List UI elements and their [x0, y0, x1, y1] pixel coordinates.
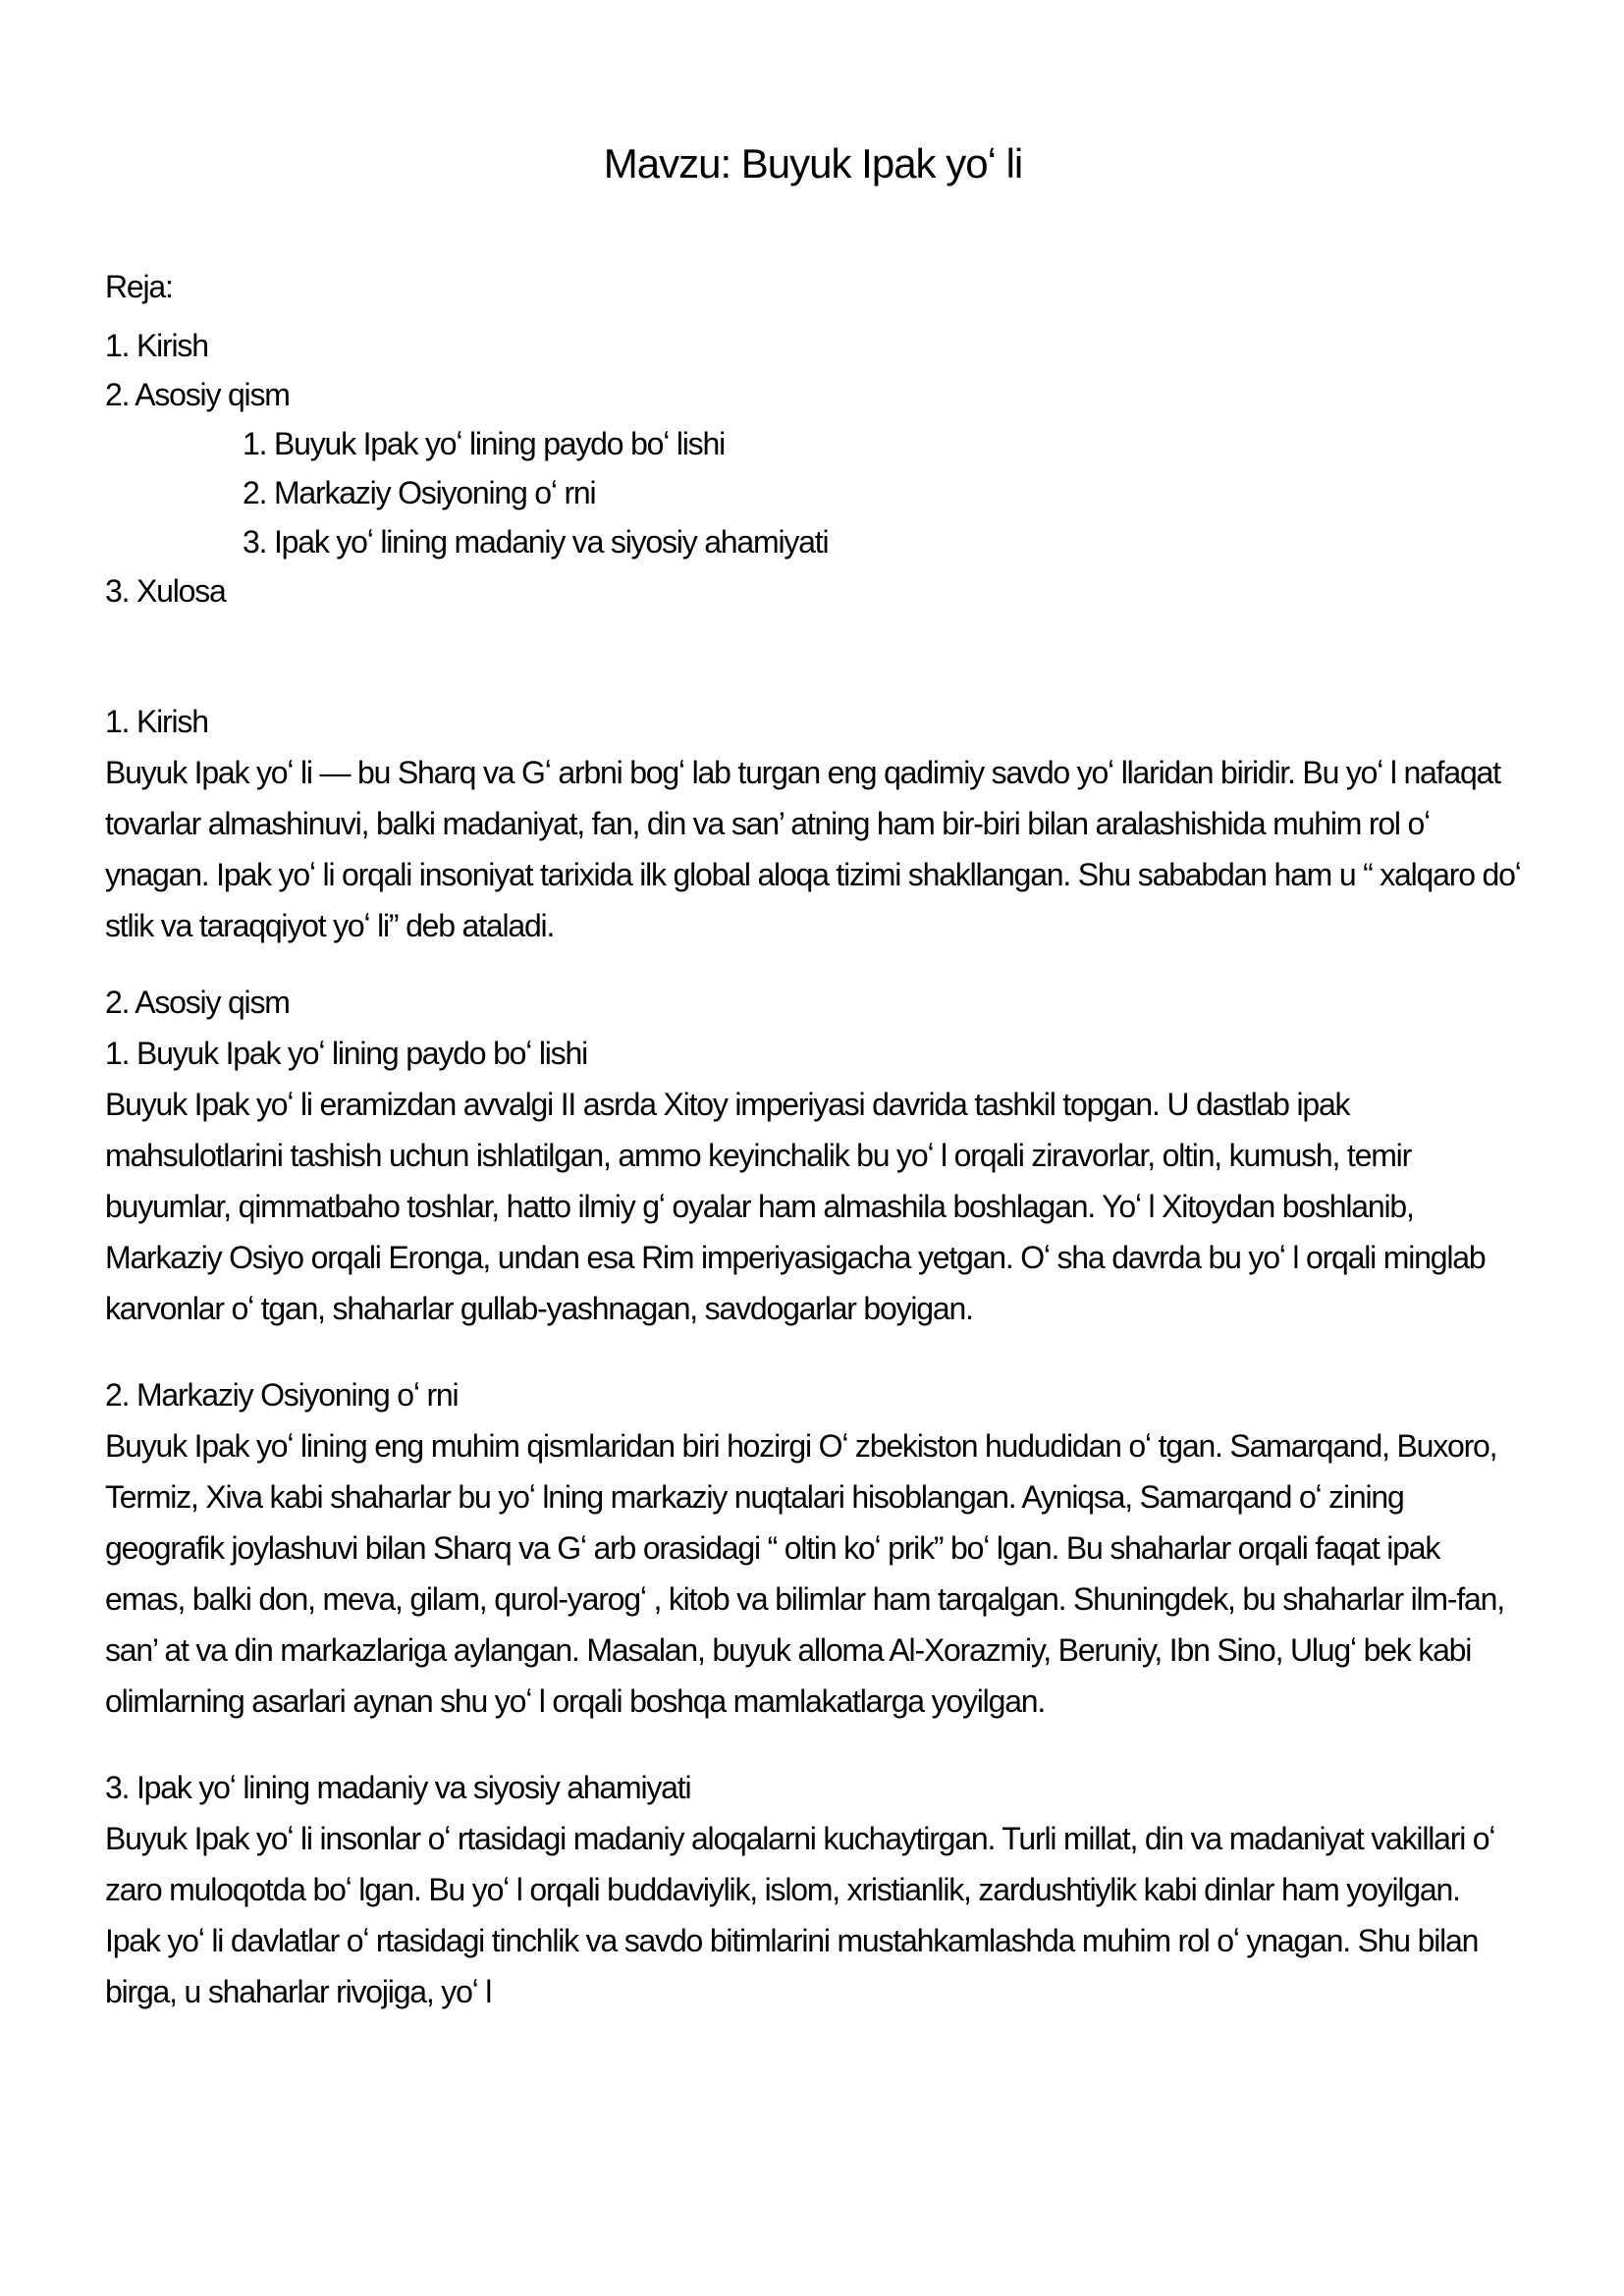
document-body: [105, 696, 1529, 2017]
plan-label: Reja:: [105, 269, 173, 304]
paragraph-madaniy-ahamiyat: Buyuk Ipak yoʻ li insonlar oʻ rtasidagi madaniy aloqalarni kuchaytirgan. Turli millat, din va madaniyat vakillari oʻ zaro muloqotda boʻ lgan. Bu yoʻ l orqali buddaviylik, islom, xristianlik, zardushtiylik kabi dinlar ham yoyilgan. Ipak yoʻ li davlatlar oʻ rtasidagi tinchlik va savdo bitimlarini mustahkamlashda muhim rol oʻ ynagan. Shu bilan birga, u shaharlar rivojiga, yoʻ l: [105, 1821, 1503, 2009]
paragraph-kirish: Buyuk Ipak yoʻ li — bu Sharq va Gʻ arbni bogʻ lab turgan eng qadimiy savdo yoʻ llaridan biridir. Bu yoʻ l nafaqat tovarlar almashinuvi, balki madaniyat, fan, din va san’ atning ham bir-biri bilan aralashishida muhim rol oʻ ynagan. Ipak yoʻ li orqali insoniyat tarixida ilk global aloqa tizimi shakllangan. Shu sababdan ham u “ xalqaro doʻ stlik va taraqqiyot yoʻ li” deb ataladi.: [105, 755, 1529, 943]
plan-list: [105, 321, 1521, 615]
plan-item-kirish: 1. Kirish: [105, 328, 208, 363]
subsection-heading-paydo-bolishi: 1. Buyuk Ipak yoʻ lining paydo boʻ lishi: [105, 1036, 587, 1071]
plan-item-asosiy-qism: 2. Asosiy qism: [105, 377, 290, 412]
subsection-heading-madaniy-ahamiyat: 3. Ipak yoʻ lining madaniy va siyosiy ahamiyati: [105, 1770, 691, 1805]
plan-subitem-paydo-bolishi: 1. Buyuk Ipak yoʻ lining paydo boʻ lishi: [243, 426, 725, 461]
section-heading-asosiy-qism: 2. Asosiy qism: [105, 985, 290, 1020]
document-title: Mavzu: Buyuk Ipak yoʻ li: [603, 140, 1023, 187]
section-heading-kirish: 1. Kirish: [105, 704, 208, 739]
plan-subitem-madaniy-ahamiyat: 3. Ipak yoʻ lining madaniy va siyosiy ahamiyati: [243, 524, 829, 560]
plan-item-xulosa: 3. Xulosa: [105, 573, 226, 609]
subsection-heading-markaziy-osiyo: 2. Markaziy Osiyoning oʻ rni: [105, 1377, 459, 1413]
paragraph-markaziy-osiyo: Buyuk Ipak yoʻ lining eng muhim qismlaridan biri hozirgi Oʻ zbekiston hududidan oʻ tgan. Samarqand, Buxoro, Termiz, Xiva kabi shaharlar bu yoʻ lning markaziy nuqtalari hisoblangan. Ayniqsa, Samarqand oʻ zining geografik joylashuvi bilan Sharq va Gʻ arb orasidagi “ oltin koʻ prik” boʻ lgan. Bu shaharlar orqali faqat ipak emas, balki don, meva, gilam, qurol-yarogʻ , kitob va bilimlar ham tarqalgan. Shuningdek, bu shaharlar ilm-fan, san’ at va din markazlariga aylangan. Masalan, buyuk alloma Al-Xorazmiy, Beruniy, Ibn Sino, Ulugʻ bek kabi olimlarning asarlari aynan shu yoʻ l orqali boshqa mamlakatlarga yoyilgan.: [105, 1428, 1512, 1719]
paragraph-paydo-bolishi: Buyuk Ipak yoʻ li eramizdan avvalgi II asrda Xitoy imperiyasi davrida tashkil topgan. U dastlab ipak mahsulotlarini tashish uchun ishlatilgan, ammo keyinchalik bu yoʻ l orqali ziravorlar, oltin, kumush, temir buyumlar, qimmatbaho toshlar, hatto ilmiy gʻ oyalar ham almashila boshlagan. Yoʻ l Xitoydan boshlanib, Markaziy Osiyo orqali Eronga, undan esa Rim imperiyasigacha yetgan. Oʻ sha davrda bu yoʻ l orqali minglab karvonlar oʻ tgan, shaharlar gullab-yashnagan, savdogarlar boyigan.: [105, 1087, 1493, 1326]
plan-subitem-markaziy-osiyo: 2. Markaziy Osiyoning oʻ rni: [243, 475, 596, 510]
